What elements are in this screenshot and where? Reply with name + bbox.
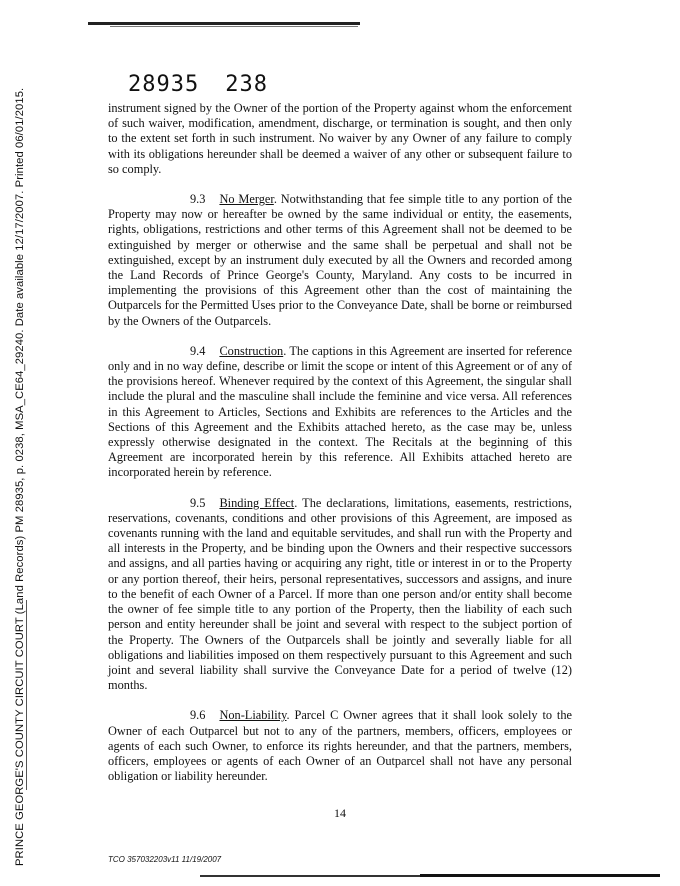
section-number: 9.5 [190,495,206,510]
section-title: Binding Effect [219,495,295,510]
section-title: Non-Liability [219,708,287,723]
section-number: 9.3 [190,192,206,207]
footer-document-id: TCO 357032203v11 11/19/2007 [108,855,222,864]
section-number: 9.4 [190,343,206,358]
section-title: No Merger [219,192,274,207]
bottom-rule-dark [420,874,660,877]
top-rule-thin [110,26,358,27]
section-text: . Notwithstanding that fee simple title to any portion of the Property may now or hereafter be owned by the same individual or entity, the easements, rights, obligations, restrictions and other terms of this Agreement shall not be deemed to be extinguished by merger or otherwise and the same shall be perpetual and shall not be extinguished, except by an instrument duly executed by all the Owners and recorded among the Land Records of Prince George's County, Maryland. Any costs to be incurred in implementing the provisions of this Agreement other than the cost of maintaining the Outparcels for the Permitted Uses prior to the Conveyance Date, shall be borne or reimbursed by the Owners of the Outparcels. [108,192,572,328]
page-number: 14 [334,806,346,820]
section-9-4 [108,344,572,481]
section-9-6 [108,708,572,784]
section-text: . The captions in this Agreement are inserted for reference only and in no way define, describe or limit the scope or intent of this Agreement or of any of the provisions hereof. Whenever required by the context of this Agreement, the singular shall include the plural and the masculine shall include the feminine and vice versa. All references in this Agreement to Articles, Sections and Exhibits are references to the Articles and the Sections of this Agreement and the Exhibits attached hereto, as the case may be, unless expressly otherwise designated in the context. The Recitals at the beginning of this Agreement are incorporated herein by this reference. All Exhibits attached hereto are incorporated herein by reference. [108,343,572,480]
section-number: 9.6 [190,708,206,723]
section-text: . The declarations, limitations, easements, restrictions, reservations, covenants, conditions and other provisions of this Agreement, are imposed as covenants running with the land and equitable servitudes, and shall run with the Property and all interests in the Property, and be binding upon the Owners and their respective successors and assigns, and all parties having or acquiring any right, title or interest in or to the Property or any portion thereof, their heirs, personal representatives, successors and assigns, and inure to the benefit of each Owner of a Parcel. If more than one person and/or entity shall become the owner of fee simple title to any portion of the Property, then the liability of each such person and entity hereunder shall be joint and several with respect to the subject portion of the Property. The Owners of the Outparcels shall be jointly and severally liable for all obligations and liabilities imposed on them respectively pursuant to this Agreement and such joint and several liability shall survive the Conveyance Date for a period of twelve (12) months. [108,495,572,693]
book-page: 238 [225,72,268,97]
top-rule [88,22,360,25]
section-9-3 [108,192,572,329]
document-body [108,101,572,799]
book-page-reference [128,72,294,97]
section-title: Construction [219,343,284,358]
section-text: . Parcel C Owner agrees that it shall look solely to the Owner of each Outparcel but not to any of the partners, members, officers, employees or agents of each such Owner, to enforce its rights hereunder, and that the partners, members, officers, employees or agents of each Owner of an Outparcel shall not have any personal obligation or liability hereunder. [108,708,572,784]
book-number: 28935 [128,72,200,97]
side-margin-line [26,600,27,790]
side-recording-stamp: PRINCE GEORGE'S COUNTY CIRCUIT COURT (Land Records) PM 28935, p. 0238, MSA_CE64_29240. Date available 12/17/2007. Printed 06/01/2015. [14,87,26,866]
section-9-5 [108,496,572,694]
paragraph-continuation: instrument signed by the Owner of the portion of the Property against whom the enforcement of such waiver, modification, amendment, discharge, or termination is sought, and then only to the extent set forth in such instrument. No waiver by any Owner of any failure to comply with its obligations hereunder shall be deemed a waiver of any other or subsequent failure to so comply. [108,101,572,176]
